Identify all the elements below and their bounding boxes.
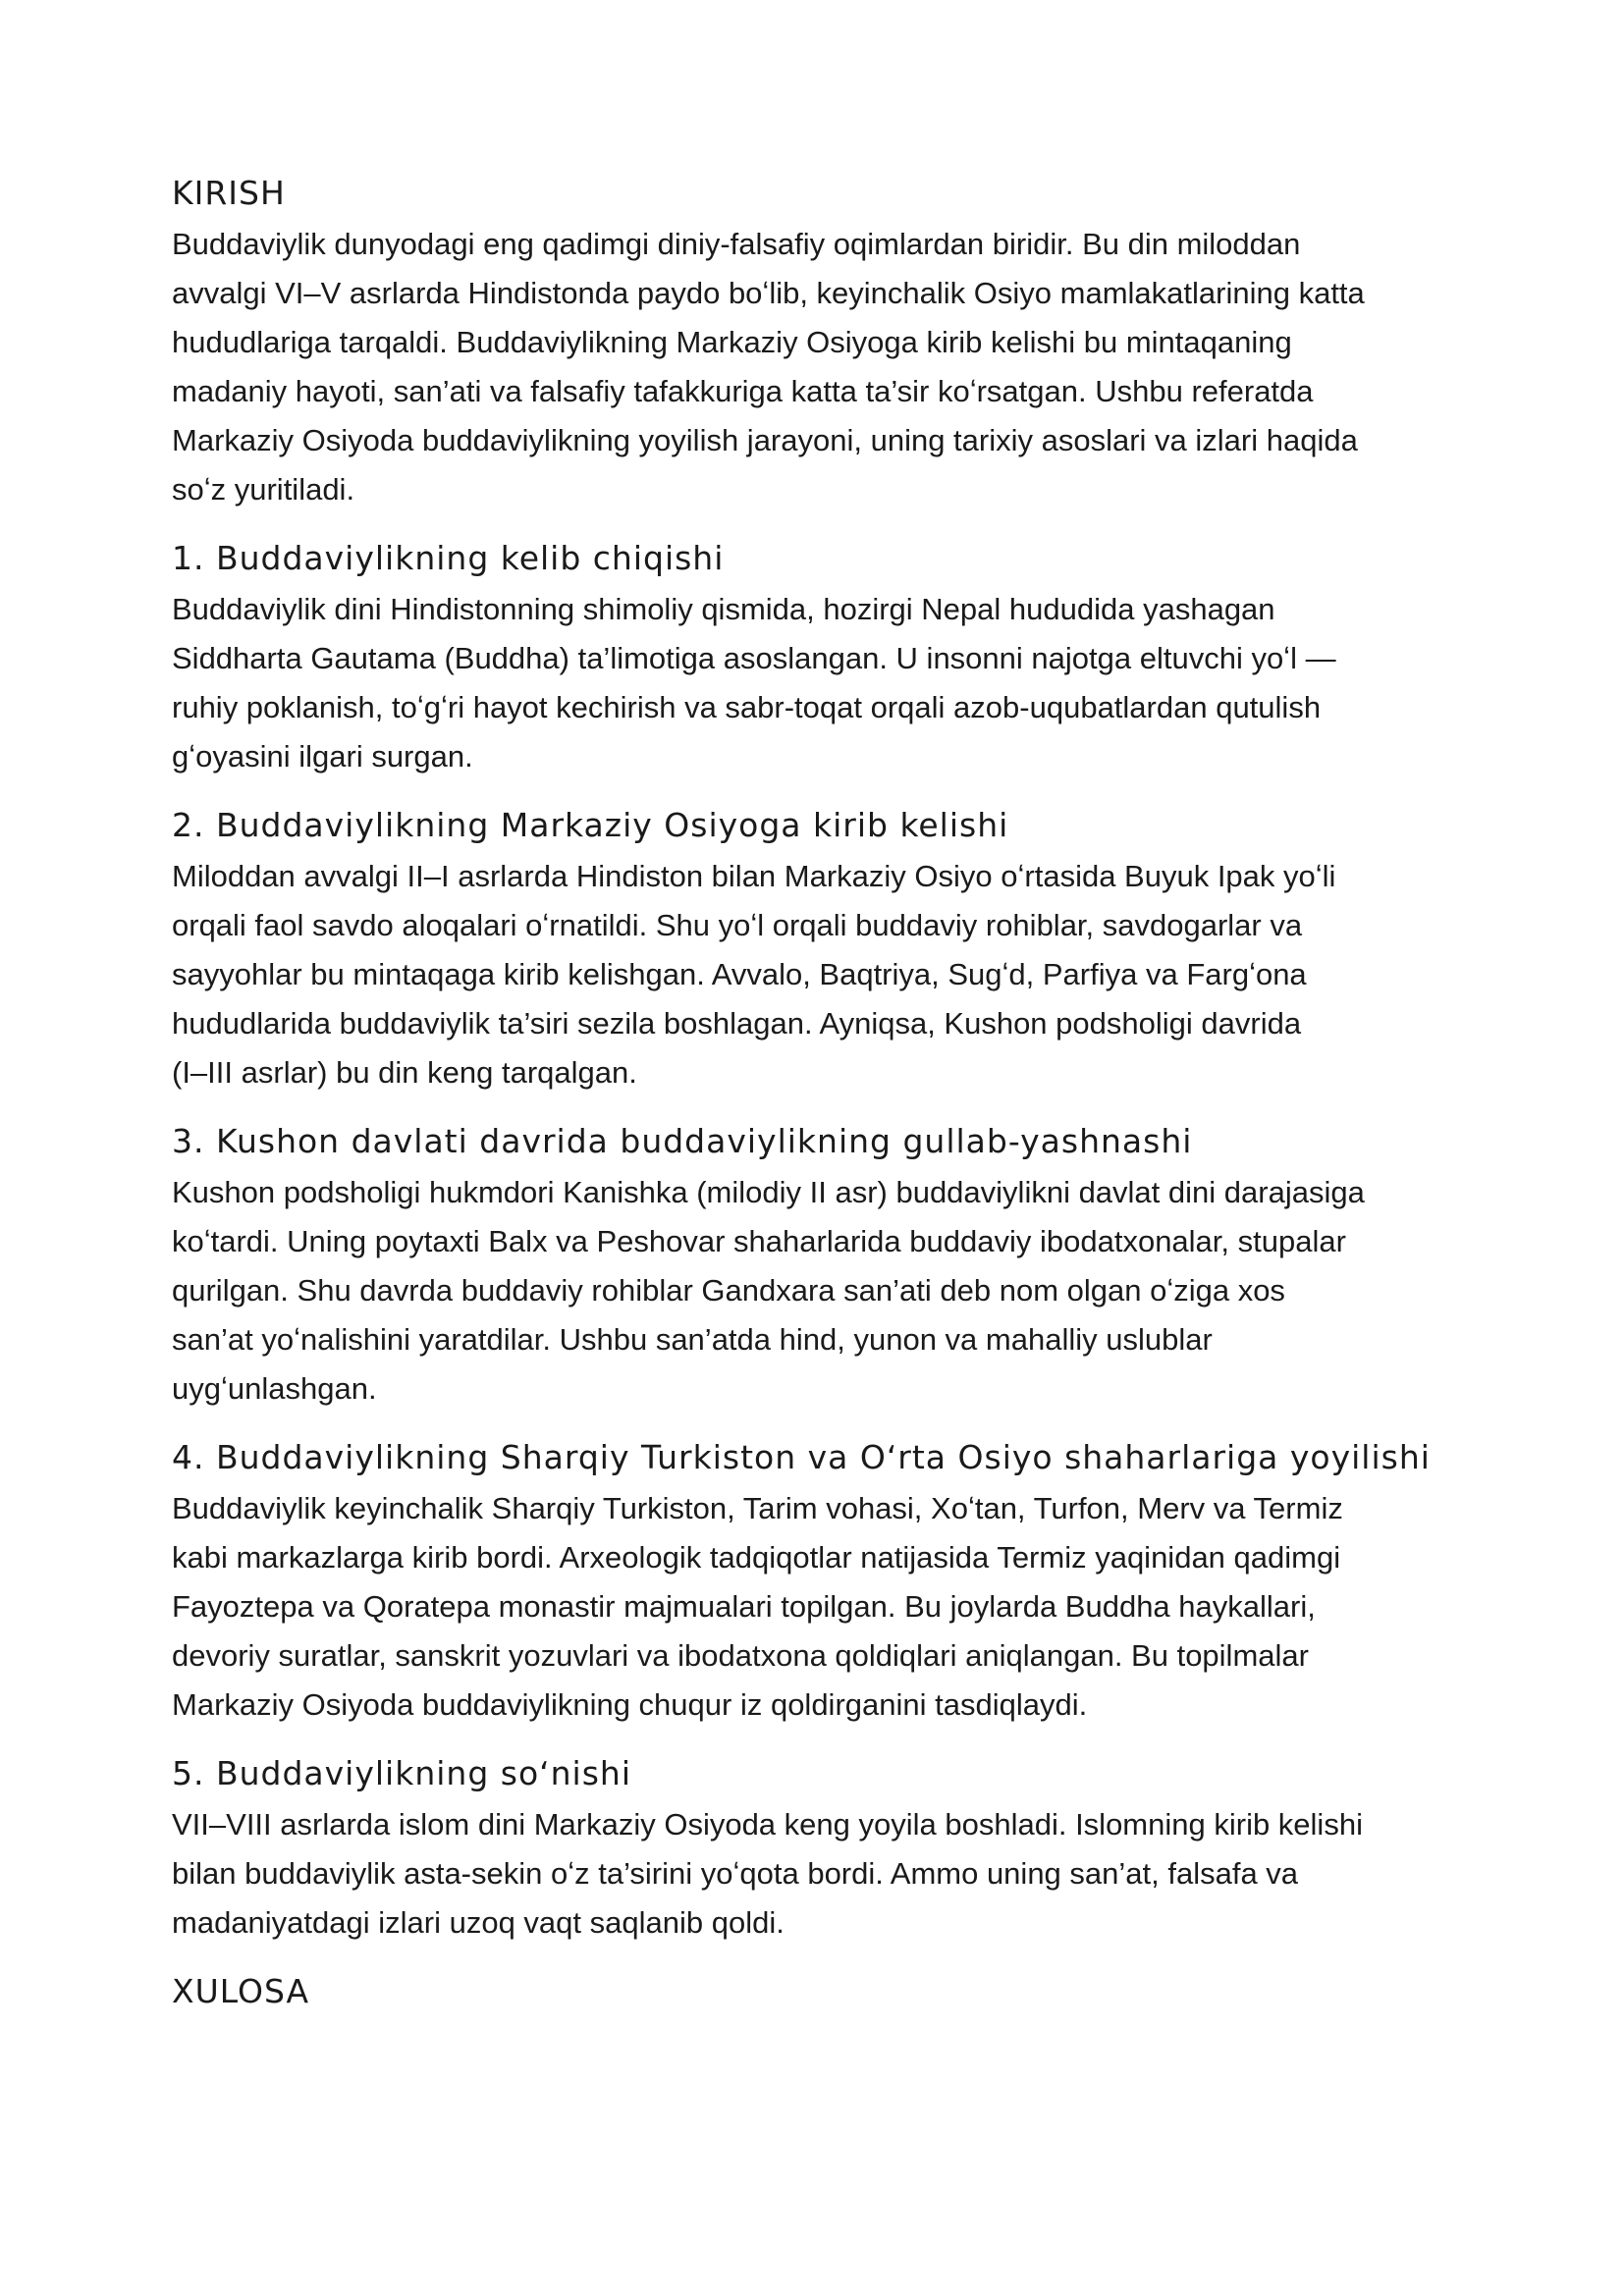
section-body-1: Buddaviylik dini Hindistonning shimoliy qismida, hozirgi Nepal hududida yashagan Siddharta Gautama (Buddha) ta’limotiga asoslangan. U insonni najotga eltuvchi yoʻl — ruhiy poklanish, toʻgʻri hayot kechirish va sabr-toqat orqali azob-uqubatlardan qutulish gʻoyasini ilgari surgan.	[172, 592, 1336, 774]
section-heading-2: 2. Buddaviylikning Markaziy Osiyoga kirib kelishi	[172, 806, 1009, 844]
section-heading-kirish: KIRISH	[172, 174, 286, 212]
section-body-kirish: Buddaviylik dunyodagi eng qadimgi diniy-falsafiy oqimlardan biridir. Bu din miloddan avvalgi VI–V asrlarda Hindistonda paydo boʻlib, keyinchalik Osiyo mamlakatlarining katta hududlariga tarqaldi. Buddaviylikning Markaziy Osiyoga kirib kelishi bu mintaqaning madaniy hayoti, san’ati va falsafiy tafakkuriga katta ta’sir koʻrsatgan. Ushbu referatda Markaziy Osiyoda buddaviylikning yoyilish jarayoni, uning tarixiy asoslari va izlari haqida soʻz yuritiladi.	[172, 227, 1365, 507]
section-body-2: Miloddan avvalgi II–I asrlarda Hindiston bilan Markaziy Osiyo oʻrtasida Buyuk Ipak yoʻli orqali faol savdo aloqalari oʻrnatildi. Shu yoʻl orqali buddaviy rohiblar, savdogarlar va sayyohlar bu mintaqaga kirib kelishgan. Avvalo, Baqtriya, Sugʻd, Parfiya va Fargʻona hududlarida buddaviylik ta’siri sezila boshlagan. Ayniqsa, Kushon podsholigi davrida (I–III asrlar) bu din keng tarqalgan.	[172, 859, 1336, 1090]
section-heading-5: 5. Buddaviylikning soʻnishi	[172, 1754, 631, 1792]
section-body-3: Kushon podsholigi hukmdori Kanishka (milodiy II asr) buddaviylikni davlat dini darajasiga koʻtardi. Uning poytaxti Balx va Peshovar shaharlarida buddaviy ibodatxonalar, stupalar qurilgan. Shu davrda buddaviy rohiblar Gandxara san’ati deb nom olgan oʻziga xos san’at yoʻnalishini yaratdilar. Ushbu san’atda hind, yunon va mahalliy uslublar uygʻunlashgan.	[172, 1175, 1365, 1406]
section-heading-3: 3. Kushon davlati davrida buddaviylikning gullab-yashnashi	[172, 1122, 1193, 1160]
section-heading-xulosa: XULOSA	[172, 1972, 310, 2010]
section-heading-1: 1. Buddaviylikning kelib chiqishi	[172, 539, 725, 577]
section-body-5: VII–VIII asrlarda islom dini Markaziy Osiyoda keng yoyila boshladi. Islomning kirib kelishi bilan buddaviylik asta-sekin oʻz ta’sirini yoʻqota bordi. Ammo uning san’at, falsafa va madaniyatdagi izlari uzoq vaqt saqlanib qoldi.	[172, 1807, 1363, 1940]
section-body-4: Buddaviylik keyinchalik Sharqiy Turkiston, Tarim vohasi, Xoʻtan, Turfon, Merv va Termiz kabi markazlarga kirib bordi. Arxeologik tadqiqotlar natijasida Termiz yaqinidan qadimgi Fayoztepa va Qoratepa monastir majmualari topilgan. Bu joylarda Buddha haykallari, devoriy suratlar, sanskrit yozuvlari va ibodatxona qoldiqlari aniqlangan. Bu topilmalar Markaziy Osiyoda buddaviylikning chuqur iz qoldirganini tasdiqlaydi.	[172, 1491, 1343, 1722]
document-page	[172, 167, 1478, 2018]
section-heading-4: 4. Buddaviylikning Sharqiy Turkiston va Oʻrta Osiyo shaharlariga yoyilishi	[172, 1438, 1431, 1476]
